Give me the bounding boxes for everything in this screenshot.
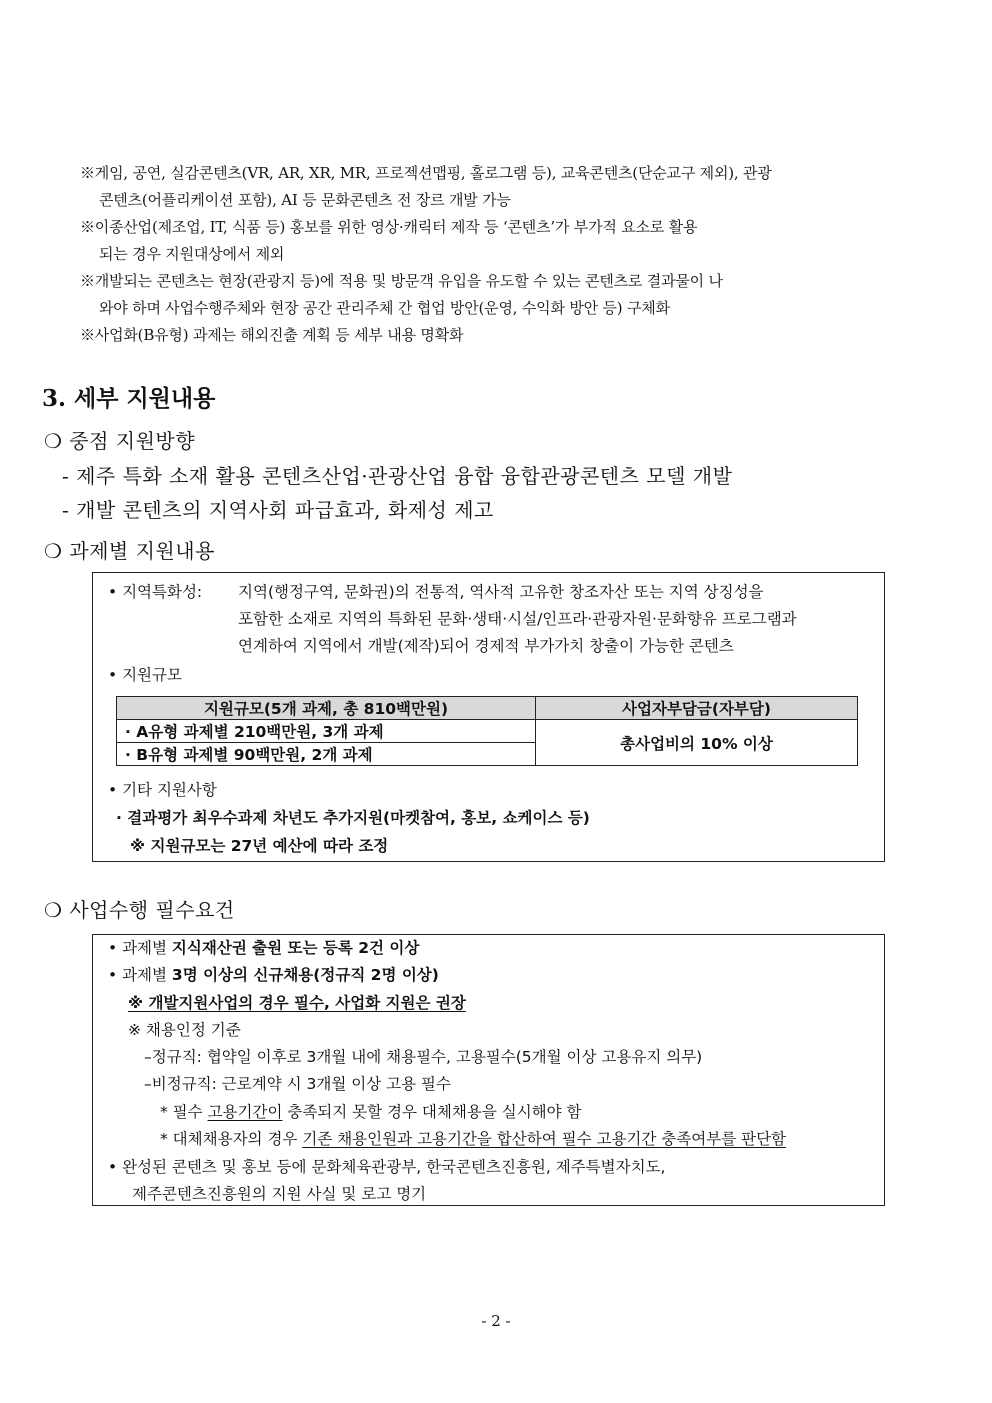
page-number: - 2 - — [481, 1312, 511, 1330]
hire-criteria-regular: –정규직: 협약일 이후로 3개월 내에 채용필수, 고용필수(5개월 이상 고용유지 의무) — [144, 1048, 703, 1066]
other-support-line: · 결과평가 최우수과제 차년도 추가지원(마켓참여, 홍보, 쇼케이스 등) — [116, 809, 590, 827]
table-row-type-a: · A유형 과제별 210백만원, 3개 과제 — [117, 720, 536, 743]
focus-item-2: - 개발 콘텐츠의 지역사회 파급효과, 화제성 제고 — [62, 498, 494, 522]
focus-item-1: - 제주 특화 소재 활용 콘텐츠산업·관광산업 융합 융합관광콘텐츠 모델 개발 — [62, 464, 733, 488]
table-header-share: 사업자부담금(자부담) — [536, 697, 858, 720]
note-overseas: ※사업화(B유형) 과제는 해외진출 계획 등 세부 내용 명확화 — [80, 326, 464, 344]
credit-requirement-line-1: • 완성된 콘텐츠 및 홍보 등에 문화체육관광부, 한국콘텐츠진흥원, 제주특별자치도, — [108, 1158, 666, 1176]
hire-criteria-heading: ※ 채용인정 기준 — [128, 1021, 241, 1039]
regional-line-2: 포함한 소재로 지역의 특화된 문화·생태·시설/인프라·관광자원·문화향유 프로그램과 — [238, 610, 797, 628]
hiring-note: ※ 개발지원사업의 경우 필수, 사업화 지원은 권장 — [128, 994, 466, 1012]
hire-criteria-star-1: * 필수 고용기간이 충족되지 못할 경우 대체채용을 실시해야 함 — [160, 1103, 582, 1121]
notes-block — [80, 160, 936, 349]
task-support-heading: ❍ 과제별 지원내용 — [44, 539, 215, 563]
hire-criteria-star-2: * 대체채용자의 경우 기존 채용인원과 고용기간을 합산하여 필수 고용기간 충족여부를 판단함 — [160, 1130, 787, 1148]
support-scale-table — [116, 696, 858, 766]
other-support-note: ※ 지원규모는 27년 예산에 따라 조정 — [130, 837, 389, 855]
hire-criteria-irregular: –비정규직: 근로계약 시 3개월 이상 고용 필수 — [144, 1075, 451, 1093]
regional-label: • 지역특화성: — [108, 583, 203, 601]
requirement-ip: • 과제별 지식재산권 출원 또는 등록 2건 이상 — [108, 939, 420, 957]
credit-requirement-line-2: 제주콘텐츠진흥원의 지원 사실 및 로고 명기 — [132, 1185, 427, 1203]
note-field-application: ※개발되는 콘텐츠는 현장(관광지 등)에 적용 및 방문객 유입을 유도할 수 있는 콘텐츠로 결과물이 나 와야 하며 사업수행주체와 현장 공간 관리주체 간 협업 방안(운영, 수익화 방안 등) 구체화 — [80, 272, 723, 317]
focus-heading: ❍ 중점 지원방향 — [44, 429, 196, 453]
table-row-type-b: · B유형 과제별 90백만원, 2개 과제 — [117, 743, 536, 766]
note-exclusion: ※이종산업(제조업, IT, 식품 등) 홍보를 위한 영상·캐릭터 제작 등 ‘콘텐츠’가 부가적 요소로 활용 되는 경우 지원대상에서 제외 — [80, 218, 698, 263]
regional-line-3: 연계하여 지역에서 개발(제작)되어 경제적 부가가치 창출이 가능한 콘텐츠 — [238, 637, 734, 655]
section-title: 3. 세부 지원내용 — [42, 385, 216, 412]
table-header-scale: 지원규모(5개 과제, 총 810백만원) — [117, 697, 536, 720]
requirements-heading: ❍ 사업수행 필수요건 — [44, 898, 235, 922]
other-label: • 기타 지원사항 — [108, 781, 217, 799]
table-cell-share: 총사업비의 10% 이상 — [536, 720, 858, 766]
scale-label: • 지원규모 — [108, 666, 182, 684]
note-genre: ※게임, 공연, 실감콘텐츠(VR, AR, XR, MR, 프로젝션맵핑, 홀로그램 등), 교육콘텐츠(단순교구 제외), 관광 콘텐츠(어플리케이션 포함), AI 등 문화콘텐츠 전 장르 개발 가능 — [80, 164, 772, 209]
requirement-hiring: • 과제별 3명 이상의 신규채용(정규직 2명 이상) — [108, 966, 439, 984]
regional-line-1: 지역(행정구역, 문화권)의 전통적, 역사적 고유한 창조자산 또는 지역 상징성을 — [238, 583, 764, 601]
